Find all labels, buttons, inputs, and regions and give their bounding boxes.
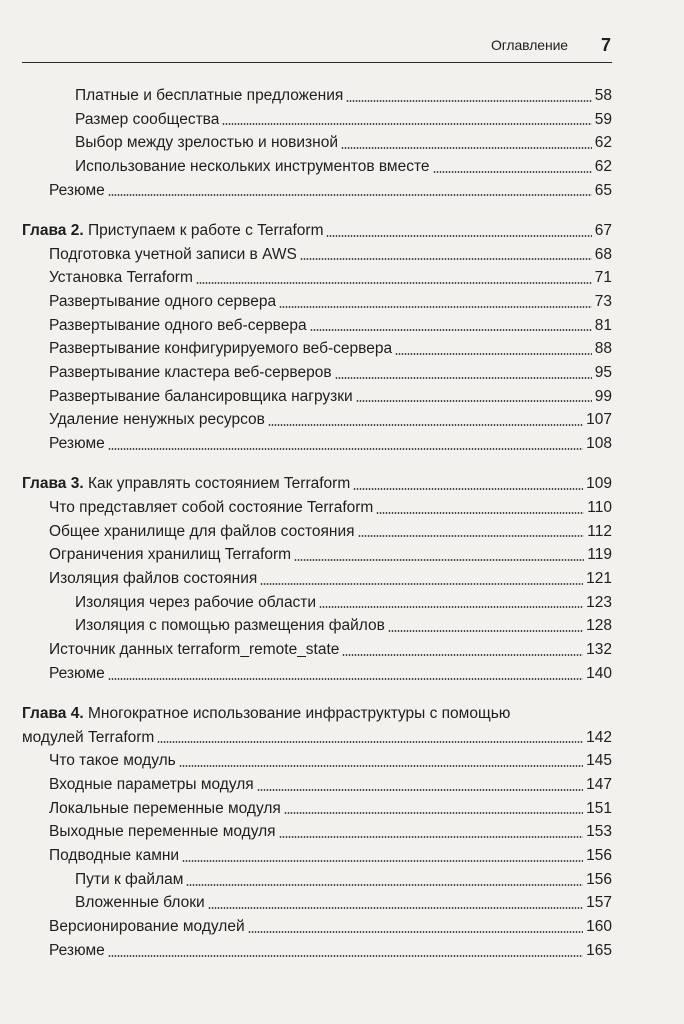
entry-title: Локальные переменные модуля xyxy=(49,799,281,817)
toc-section xyxy=(22,472,612,685)
toc-entry xyxy=(22,385,612,409)
entry-page-number: 128 xyxy=(586,617,612,635)
toc-entry xyxy=(22,361,612,385)
entry-page-number: 157 xyxy=(586,894,612,912)
dot-leader xyxy=(108,448,583,450)
entry-title: Вложенные блоки xyxy=(75,894,205,912)
toc-entry xyxy=(22,773,612,797)
entry-title: Развертывание одного сервера xyxy=(49,292,277,310)
chapter-page-number: 109 xyxy=(586,475,612,493)
chapter-title xyxy=(22,702,510,726)
toc-entry xyxy=(22,820,612,844)
dot-leader xyxy=(196,282,592,284)
chapter-title xyxy=(22,472,350,496)
entry-title: Подводные камни xyxy=(49,847,180,865)
toc-chapter-heading xyxy=(22,472,612,496)
dot-leader xyxy=(248,931,584,933)
entry-title: Платные и бесплатные предложения xyxy=(75,86,344,104)
entry-page-number: 151 xyxy=(586,799,612,817)
toc-chapter-heading xyxy=(22,219,612,243)
entry-page-number: 147 xyxy=(586,776,612,794)
toc-entry xyxy=(22,868,612,892)
toc-entry xyxy=(22,797,612,821)
toc-entry xyxy=(22,939,612,963)
entry-page-number: 112 xyxy=(587,522,612,540)
entry-title: Подготовка учетной записи в AWS xyxy=(49,245,297,263)
entry-page-number: 108 xyxy=(586,435,612,453)
toc-entry xyxy=(22,432,612,456)
dot-leader xyxy=(346,100,591,102)
toc-entry xyxy=(22,496,612,520)
toc-entry xyxy=(22,243,612,267)
dot-leader xyxy=(260,583,583,585)
entry-title: Выбор между зрелостью и новизной xyxy=(75,134,338,152)
entry-page-number: 68 xyxy=(594,245,612,263)
entry-title: Резюме xyxy=(49,435,105,453)
dot-leader xyxy=(294,559,584,561)
dot-leader xyxy=(310,329,592,331)
dot-leader xyxy=(279,306,592,308)
entry-title: Удаление ненужных ресурсов xyxy=(49,411,265,429)
dot-leader xyxy=(222,123,591,125)
toc-entry xyxy=(22,543,612,567)
entry-title: Установка Terraform xyxy=(49,269,193,287)
chapter-title-text: Как управлять состоянием Terraform xyxy=(87,475,351,493)
toc-entry xyxy=(22,131,612,155)
table-of-contents xyxy=(22,84,612,963)
toc-entry xyxy=(22,266,612,290)
entry-title: Резюме xyxy=(49,941,105,959)
toc-section xyxy=(22,702,612,963)
entry-page-number: 73 xyxy=(594,292,612,310)
toc-entry xyxy=(22,915,612,939)
toc-entry xyxy=(22,337,612,361)
entry-page-number: 58 xyxy=(594,86,612,104)
entry-page-number: 132 xyxy=(586,641,612,659)
toc-section xyxy=(22,219,612,456)
dot-leader xyxy=(108,194,592,196)
toc-entry xyxy=(22,84,612,108)
entry-page-number: 62 xyxy=(594,158,612,176)
toc-entry xyxy=(22,567,612,591)
entry-page-number: 119 xyxy=(587,546,612,564)
entry-page-number: 65 xyxy=(594,181,612,199)
dot-leader xyxy=(108,678,583,680)
dot-leader xyxy=(284,812,583,814)
entry-page-number: 99 xyxy=(594,387,612,405)
page-number: 7 xyxy=(600,35,611,55)
entry-page-number: 156 xyxy=(586,870,612,888)
dot-leader xyxy=(395,353,592,355)
toc-entry xyxy=(22,408,612,432)
chapter-title-text: Многократное использование инфраструктуры с помощью xyxy=(87,704,511,722)
entry-page-number: 123 xyxy=(586,593,612,611)
entry-page-number: 88 xyxy=(594,340,612,358)
entry-title: Версионирование модулей xyxy=(49,918,245,936)
dot-leader xyxy=(268,424,583,426)
entry-title: Входные параметры модуля xyxy=(49,776,254,794)
toc-chapter-heading-continued xyxy=(22,726,612,750)
chapter-number: Глава 2. xyxy=(22,221,84,239)
dot-leader xyxy=(186,884,583,886)
entry-title: Общее хранилище для файлов состояния xyxy=(49,522,355,540)
dot-leader xyxy=(182,860,583,862)
dot-leader xyxy=(157,741,583,743)
dot-leader xyxy=(300,258,592,260)
chapter-page-number: 67 xyxy=(594,221,612,239)
dot-leader xyxy=(319,606,583,608)
chapter-page-number: 142 xyxy=(586,728,612,746)
entry-title: Развертывание конфигурируемого веб-сервера xyxy=(49,340,393,358)
entry-page-number: 71 xyxy=(594,269,612,287)
entry-title: Развертывание одного веб-сервера xyxy=(49,316,307,334)
entry-title: Изоляция файлов состояния xyxy=(49,570,258,588)
toc-entry xyxy=(22,155,612,179)
entry-title: Ограничения хранилищ Terraform xyxy=(49,546,292,564)
dot-leader xyxy=(376,512,584,514)
toc-chapter-heading xyxy=(22,702,612,726)
running-header xyxy=(22,0,612,63)
entry-page-number: 95 xyxy=(594,364,612,382)
dot-leader xyxy=(353,488,583,490)
chapter-title xyxy=(22,219,323,243)
dot-leader xyxy=(257,789,583,791)
dot-leader xyxy=(326,235,591,237)
section-title: Оглавление xyxy=(490,37,568,53)
toc-entry xyxy=(22,520,612,544)
toc-entry xyxy=(22,290,612,314)
entry-page-number: 110 xyxy=(587,498,612,516)
dot-leader xyxy=(208,907,583,909)
entry-page-number: 165 xyxy=(586,941,612,959)
entry-title: Что такое модуль xyxy=(49,752,176,770)
toc-entry xyxy=(22,179,612,203)
entry-title: Изоляция с помощью размещения файлов xyxy=(75,617,385,635)
dot-leader xyxy=(433,171,592,173)
toc-entry xyxy=(22,638,612,662)
entry-title: Источник данных terraform_remote_state xyxy=(49,641,340,659)
entry-page-number: 81 xyxy=(594,316,612,334)
entry-title: Развертывание кластера веб-серверов xyxy=(49,364,332,382)
toc-entry xyxy=(22,314,612,338)
entry-page-number: 62 xyxy=(594,134,612,152)
toc-entry xyxy=(22,749,612,773)
toc-entry xyxy=(22,108,612,132)
chapter-number: Глава 3. xyxy=(22,475,84,493)
entry-page-number: 160 xyxy=(586,918,612,936)
entry-title: Размер сообщества xyxy=(75,110,220,128)
entry-page-number: 121 xyxy=(586,570,612,588)
entry-page-number: 59 xyxy=(594,110,612,128)
dot-leader xyxy=(388,630,583,632)
toc-entry xyxy=(22,844,612,868)
entry-page-number: 156 xyxy=(586,847,612,865)
toc-entry xyxy=(22,892,612,916)
entry-title: Использование нескольких инструментов вместе xyxy=(75,158,430,176)
chapter-title-text: Приступаем к работе с Terraform xyxy=(87,221,324,239)
dot-leader xyxy=(358,535,585,537)
dot-leader xyxy=(341,147,592,149)
chapter-title-text: модулей Terraform xyxy=(22,728,155,746)
toc-entry xyxy=(22,591,612,615)
entry-page-number: 107 xyxy=(586,411,612,429)
entry-page-number: 140 xyxy=(586,664,612,682)
entry-page-number: 145 xyxy=(586,752,612,770)
toc-section xyxy=(22,84,612,202)
dot-leader xyxy=(279,836,584,838)
dot-leader xyxy=(342,654,583,656)
dot-leader xyxy=(108,955,583,957)
entry-title: Развертывание балансировщика нагрузки xyxy=(49,387,353,405)
entry-title: Пути к файлам xyxy=(75,870,184,888)
entry-page-number: 153 xyxy=(586,823,612,841)
dot-leader xyxy=(356,400,592,402)
toc-entry xyxy=(22,614,612,638)
entry-title: Резюме xyxy=(49,181,105,199)
dot-leader xyxy=(335,377,592,379)
entry-title: Что представляет собой состояние Terraform xyxy=(49,498,374,516)
chapter-number: Глава 4. xyxy=(22,704,84,722)
dot-leader xyxy=(179,765,583,767)
toc-entry xyxy=(22,662,612,686)
entry-title: Резюме xyxy=(49,664,105,682)
entry-title: Выходные переменные модуля xyxy=(49,823,276,841)
entry-title: Изоляция через рабочие области xyxy=(75,593,317,611)
